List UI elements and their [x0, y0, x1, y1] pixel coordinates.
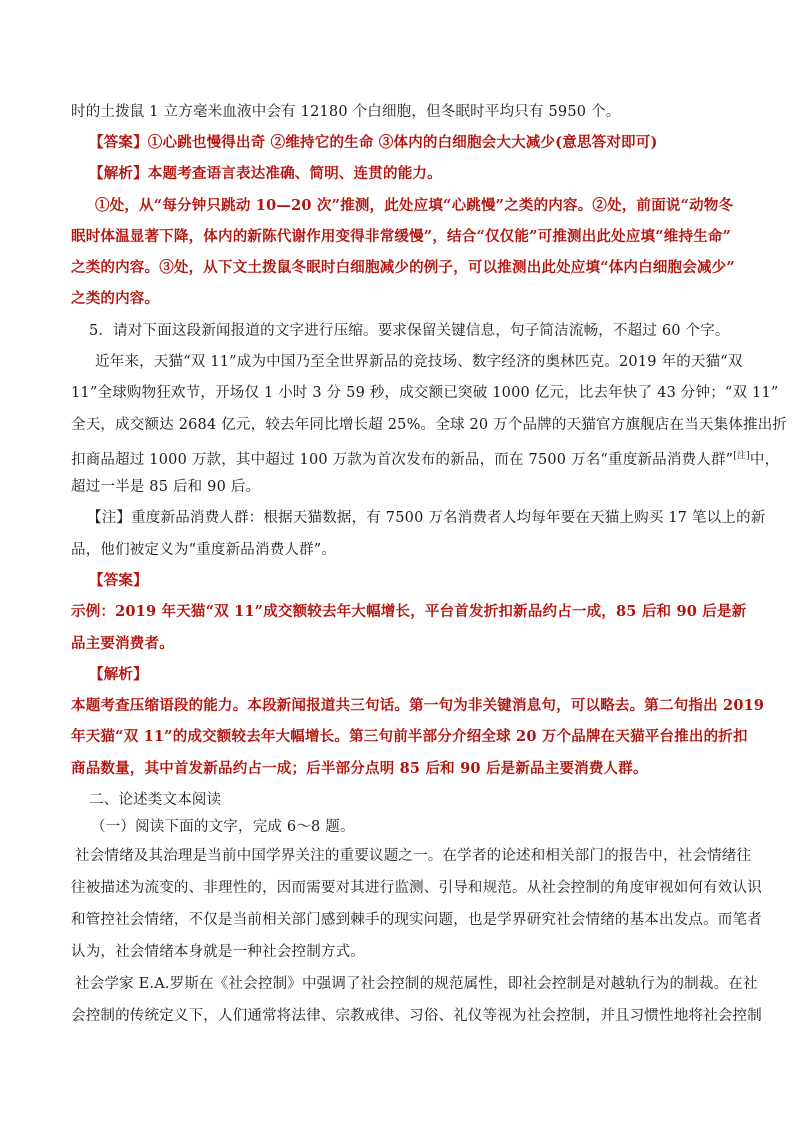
passage-line [71, 446, 779, 470]
analysis-heading: 【解析】 [89, 666, 148, 683]
essay-line: 会控制的传统定义下，人们通常将法律、宗教戒律、习俗、礼仪等视为社会控制，并且习惯性地将社会控制 [71, 1008, 762, 1024]
analysis-line: 年天猫“双 11”的成交额较去年大幅增长。第三句前半部分介绍全球 20 万个品牌在天猫平台推出的折扣 [71, 728, 748, 745]
analysis-line: 之类的内容。③处，从下文土拨鼠冬眠时白细胞减少的例子，可以推测出此处应填“体内白细胞会减少” [71, 259, 735, 276]
passage-line-tail: 中， [749, 451, 780, 468]
essay-line: 往被描述为流变的、非理性的，因而需要对其进行监测、引导和规范。从社会控制的角度审视如何有效认识 [71, 880, 762, 896]
essay-line: 社会情绪及其治理是当前中国学界关注的重要议题之一。在学者的论述和相关部门的报告中，社会情绪往 [75, 848, 752, 864]
subsection-heading: （一）阅读下面的文字，完成 6～8 题。 [91, 819, 355, 835]
text-line: 时的土拨鼠 1 立方毫米血液中会有 12180 个白细胞，但冬眠时平均只有 5950 个。 [71, 104, 621, 120]
analysis-heading: 【解析】本题考查语言表达准确、简明、连贯的能力。 [89, 165, 442, 182]
essay-line: 认为，社会情绪本身就是一种社会控制方式。 [71, 944, 365, 960]
analysis-line: 眠时体温显著下降，体内的新陈代谢作用变得非常缓慢”，结合“仅仅能”可推测出此处应填“维持生命” [71, 228, 732, 245]
passage-line: 全天，成交额达 2684 亿元，较去年同比增长超 25%。全球 20 万个品牌的天猫官方旗舰店在当天集体推出折 [71, 417, 788, 433]
answer-line: 【答案】①心跳也慢得出奇 ②维持它的生命 ③体内的白细胞会大大减少(意思答对即可) [89, 134, 658, 151]
analysis-line: ①处，从“每分钟只跳动 10—20 次”推测，此处应填“心跳慢”之类的内容。②处，前面说“动物冬 [95, 197, 734, 214]
question-5: 5．请对下面这段新闻报道的文字进行压缩。要求保留关键信息，句子简洁流畅，不超过 60 个字。 [89, 323, 730, 339]
section-heading: 二、论述类文本阅读 [89, 792, 222, 808]
essay-line: 社会学家 E.A.罗斯在《社会控制》中强调了社会控制的规范属性，即社会控制是对越轨行为的制裁。在社 [75, 976, 758, 992]
note-line: 【注】重度新品消费人群：根据天猫数据，有 7500 万名消费者人均每年要在天猫上购买 17 笔以上的新 [87, 510, 766, 526]
analysis-line: 本题考查压缩语段的能力。本段新闻报道共三句话。第一句为非关键消息句，可以略去。第二句指出 2019 [71, 697, 765, 714]
passage-line: 超过一半是 85 后和 90 后。 [71, 479, 261, 495]
passage-line: 11”全球购物狂欢节，开场仅 1 小时 3 分 59 秒，成交额已突破 1000 亿元，比去年快了 43 分钟；“双 11” [71, 385, 779, 401]
note-line: 品，他们被定义为“重度新品消费人群”。 [71, 542, 337, 558]
passage-line: 近年来，天猫“双 11”成为中国乃至全世界新品的竞技场、数字经济的奥林匹克。2019 年的天猫“双 [95, 354, 743, 370]
analysis-line: 商品数量，其中首发新品约占一成；后半部分点明 85 后和 90 后是新品主要消费人群。 [71, 760, 648, 777]
passage-line-text: 扣商品超过 1000 万款，其中超过 100 万款为首次发布的新品，而在 7500 万名“重度新品消费人群” [71, 451, 734, 468]
answer-line: 示例：2019 年天猫“双 11”成交额较去年大幅增长，平台首发折扣新品约占一成，85 后和 90 后是新 [71, 603, 747, 620]
analysis-line: 之类的内容。 [71, 290, 160, 307]
essay-line: 和管控社会情绪，不仅是当前相关部门感到棘手的现实问题，也是学界研究社会情绪的基本出发点。而笔者 [71, 912, 762, 928]
note-marker: [注] [733, 451, 750, 461]
answer-line: 品主要消费者。 [71, 635, 174, 652]
answer-heading: 【答案】 [89, 572, 148, 589]
